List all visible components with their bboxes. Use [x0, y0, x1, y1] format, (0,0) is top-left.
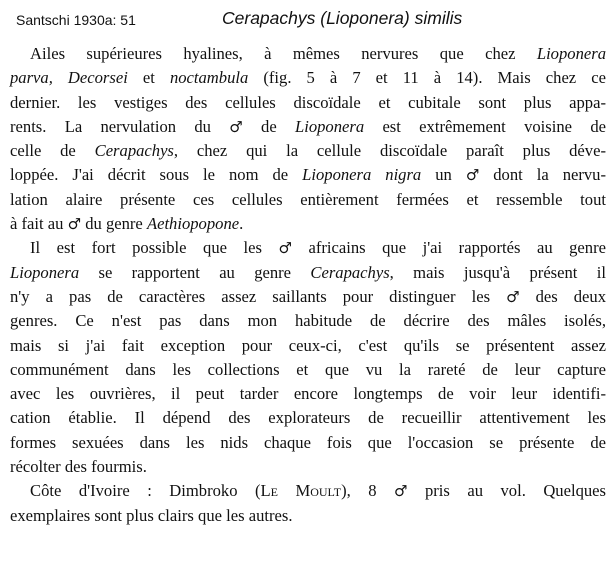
text-line — [10, 163, 606, 187]
text-line — [10, 188, 606, 212]
text-line — [10, 115, 606, 139]
text-line — [10, 455, 606, 479]
text-segment: dernier. les vestiges des cellules discoïdale et cubitale sont plus appa- — [10, 92, 606, 112]
text-segment: dont la nervu- — [479, 165, 607, 185]
text-line — [10, 285, 606, 309]
text-segment: des deux — [519, 286, 606, 306]
male-symbol: ♂ — [278, 239, 292, 258]
text-segment: se rapportent au genre — [79, 262, 311, 282]
text-segment: genres. Ce n'est pas dans mon habitude de décrire des mâles isolés, — [10, 311, 606, 331]
text-segment: cation établie. Il dépend des explorateurs de recueillir attentivement les — [10, 408, 606, 428]
text-segment: n'y a pas de caractères assez saillants pour distinguer les — [10, 286, 507, 306]
text-segment: . — [239, 214, 244, 234]
text-line — [10, 66, 606, 90]
paragraph — [10, 479, 606, 528]
text-line — [10, 236, 606, 260]
text-line — [10, 431, 606, 455]
male-symbol: ♂ — [67, 215, 82, 234]
text-segment: et — [127, 68, 170, 88]
italic-text: Lioponera nigra — [302, 165, 422, 185]
text-line — [10, 382, 606, 406]
text-segment: Côte d'Ivoire : Dimbroko ( — [30, 481, 261, 501]
body-text — [10, 42, 606, 528]
text-segment: à fait au — [10, 214, 68, 234]
text-segment: mais si j'ai fait exception pour ceux-ci, c'est qu'ils se présentent assez — [10, 335, 606, 355]
male-symbol: ♂ — [229, 117, 243, 136]
italic-text: Cerapachys — [94, 141, 174, 161]
running-title: Cerapachys (Lioponera) similis — [222, 8, 463, 28]
text-segment: africains que j'ai rapportés au genre — [291, 238, 606, 258]
text-segment: un — [421, 165, 466, 185]
text-segment: avec les ouvrières, il peut tarder encore longtemps de voir leur identifi- — [10, 384, 606, 404]
italic-text: Lioponera — [294, 116, 365, 136]
text-line — [10, 91, 606, 115]
text-line — [10, 212, 606, 236]
text-segment: lation alaire présente ces cellules entièrement fermées et ressemble tout — [10, 189, 606, 209]
italic-text: parva, Decorsei — [10, 68, 128, 88]
text-segment: récolter des fourmis. — [10, 457, 147, 477]
small-caps-text: Le Moult — [260, 481, 342, 501]
text-line — [10, 504, 606, 528]
text-segment: formes sexuées dans les nids chaque fois que l'occasion se présente de — [10, 432, 606, 452]
text-segment: de — [242, 116, 295, 136]
text-line — [10, 358, 606, 382]
italic-text: Lioponera — [10, 262, 80, 282]
text-segment: , chez qui la cellule discoïdale paraît plus déve- — [173, 141, 606, 161]
italic-text: Lioponera — [536, 44, 606, 63]
text-line — [10, 479, 606, 503]
text-segment: ), 8 — [341, 481, 395, 501]
text-segment: loppée. J'ai décrit sous le nom de — [10, 165, 303, 185]
text-segment: (fig. 5 à 7 et 11 à 14). Mais chez ce — [248, 68, 606, 88]
text-segment: Il est fort possible que les — [30, 238, 279, 258]
text-line — [10, 309, 606, 333]
text-segment: Ailes supérieures hyalines, à mêmes nervures que chez — [30, 44, 537, 63]
male-symbol: ♂ — [465, 166, 480, 185]
page-header — [0, 8, 611, 32]
italic-text: noctambula — [169, 68, 249, 88]
text-segment: rents. La nervulation du — [10, 116, 230, 136]
italic-text: Cerapachys — [310, 262, 390, 282]
text-line — [10, 406, 606, 430]
text-line — [10, 42, 606, 66]
male-symbol: ♂ — [506, 287, 520, 306]
italic-text: Aethiopopone — [146, 214, 240, 234]
paragraph — [10, 42, 606, 236]
citation-label: Santschi 1930a: 51 — [16, 12, 136, 28]
text-segment: exemplaires sont plus clairs que les autres. — [10, 505, 293, 525]
text-segment: pris au vol. Quelques — [407, 481, 606, 501]
text-line — [10, 261, 606, 285]
text-segment: du genre — [81, 214, 147, 234]
text-segment: , mais jusqu'à présent il — [389, 262, 606, 282]
male-symbol: ♂ — [394, 482, 408, 501]
text-segment: est extrêmement voisine de — [364, 116, 606, 136]
text-segment: communément dans les collections et que vu la rareté de leur capture — [10, 359, 606, 379]
text-line — [10, 334, 606, 358]
text-segment: celle de — [10, 141, 95, 161]
paragraph — [10, 236, 606, 479]
text-line — [10, 139, 606, 163]
